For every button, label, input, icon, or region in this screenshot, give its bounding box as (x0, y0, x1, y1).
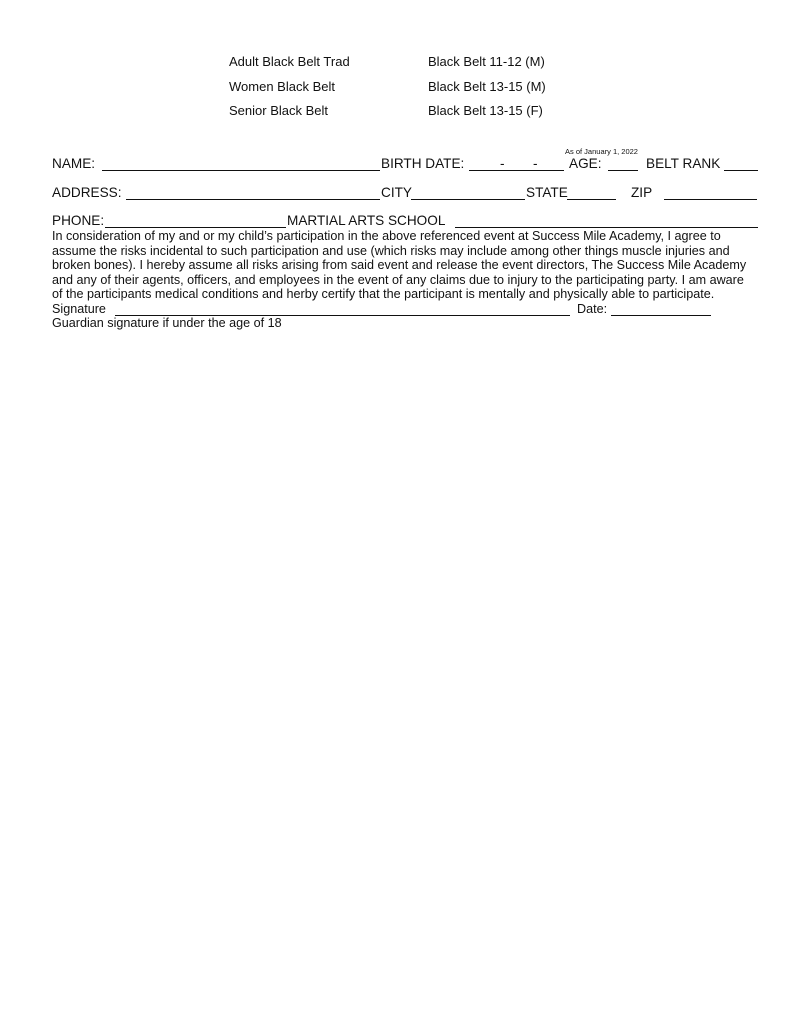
address-field[interactable] (126, 199, 380, 200)
school-label: MARTIAL ARTS SCHOOL (287, 213, 446, 228)
state-label: STATE (526, 185, 568, 200)
phone-label: PHONE: (52, 213, 105, 228)
phone-field[interactable] (105, 227, 286, 228)
school-field[interactable] (455, 227, 758, 228)
name-field[interactable] (102, 170, 380, 171)
division-list-right (428, 50, 546, 124)
waiver-line: assume the risks incidental to such participation and use (which risks may include among other things muscle injuries and (52, 243, 730, 258)
date-separator: - (500, 156, 505, 171)
age-label: AGE: (569, 156, 602, 171)
date-field[interactable] (611, 315, 711, 316)
division-item: Black Belt 13-15 (F) (428, 103, 543, 118)
waiver-line: In consideration of my and or my child’s participation in the above referenced event at Success Mile Academy, I agree to (52, 229, 721, 243)
zip-field[interactable] (664, 199, 757, 200)
belt-rank-field[interactable] (724, 170, 758, 171)
address-label: ADDRESS: (52, 185, 122, 200)
city-label: CITY (381, 185, 412, 200)
division-item: Adult Black Belt Trad (229, 54, 350, 69)
division-item: Women Black Belt (229, 78, 335, 94)
division-item: Black Belt 13-15 (M) (428, 78, 546, 94)
division-item: Black Belt 11-12 (M) (428, 54, 545, 69)
city-field[interactable] (411, 199, 525, 200)
form-row-address (52, 185, 772, 203)
waiver-line: and any of their agents, officers, and employees in the event of any claims due to injury to the participating party. I am aware (52, 272, 744, 287)
belt-rank-label: BELT RANK (646, 156, 721, 171)
waiver-line: of the participants medical conditions and herby certify that the participant is mentally and physically able to participate. (52, 287, 715, 302)
age-as-of-note: As of January 1, 2022 (565, 147, 638, 156)
age-field[interactable] (608, 170, 638, 171)
division-item: Senior Black Belt (229, 103, 328, 118)
birth-date-field[interactable] (469, 170, 564, 171)
state-field[interactable] (567, 199, 616, 200)
signature-label: Signature (52, 302, 106, 316)
zip-label: ZIP (631, 185, 653, 200)
waiver-line: broken bones). I hereby assume all risks arising from said event and release the event directors, The Success Mile Academy (52, 258, 747, 273)
form-row-identity (52, 156, 772, 174)
division-list-left (229, 50, 350, 124)
date-label: Date: (577, 302, 608, 316)
birth-date-label: BIRTH DATE: (381, 156, 465, 171)
guardian-note: Guardian signature if under the age of 18 (52, 316, 282, 330)
name-label: NAME: (52, 156, 96, 171)
waiver-paragraph (52, 229, 782, 302)
date-separator: - (533, 156, 538, 171)
signature-row (52, 302, 772, 317)
